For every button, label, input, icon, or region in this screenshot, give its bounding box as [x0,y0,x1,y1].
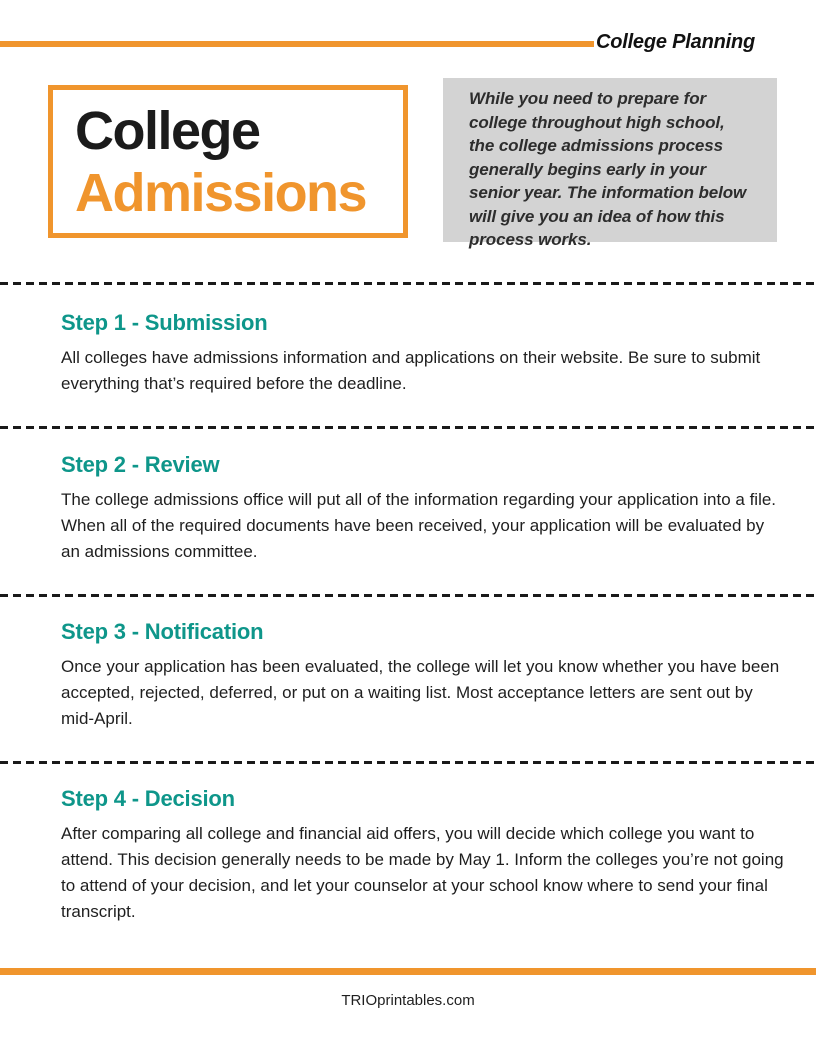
header-series-label: College Planning [595,31,755,53]
step-section-3 [61,619,787,732]
dashed-divider [0,282,816,285]
dashed-divider [0,426,816,429]
title-box [48,85,408,238]
step-section-1 [61,310,787,397]
dashed-divider [0,761,816,764]
footer-accent-rule [0,968,816,975]
step-2-body: The college admissions office will put all of the information regarding your application into a file. When all of the required documents have been received, your application will be evaluated by an admissions committee. [61,490,777,561]
step-2-heading: Step 2 - Review [61,452,220,477]
step-section-4 [61,786,787,925]
header-accent-rule [0,41,594,47]
footer-site-label: TRIOprintables.com [341,992,475,1009]
step-3-body: Once your application has been evaluated, the college will let you know whether you have been accepted, rejected, deferred, or put on a waiting list. Most acceptance letters are sent out by mid-April. [61,657,780,728]
step-4-heading: Step 4 - Decision [61,786,235,811]
page-title-line1: College [75,101,260,161]
step-3-heading: Step 3 - Notification [61,619,264,644]
step-section-2 [61,452,787,565]
step-1-body: All colleges have admissions information and applications on their website. Be sure to submit everything that’s required before the deadline. [61,348,761,393]
intro-text: While you need to prepare for college throughout high school, the college admissions process generally begins early in your senior year. The information below will give you an idea of how this process works. [469,89,747,249]
intro-box [443,78,777,249]
dashed-divider [0,594,816,597]
step-1-heading: Step 1 - Submission [61,310,268,335]
step-4-body: After comparing all college and financial aid offers, you will decide which college you want to attend. This decision generally needs to be made by May 1. Inform the colleges you’re not going to attend of your decision, and let your counselor at your school know where to send your final transcript. [61,824,784,921]
page-title-line2: Admissions [75,163,367,223]
